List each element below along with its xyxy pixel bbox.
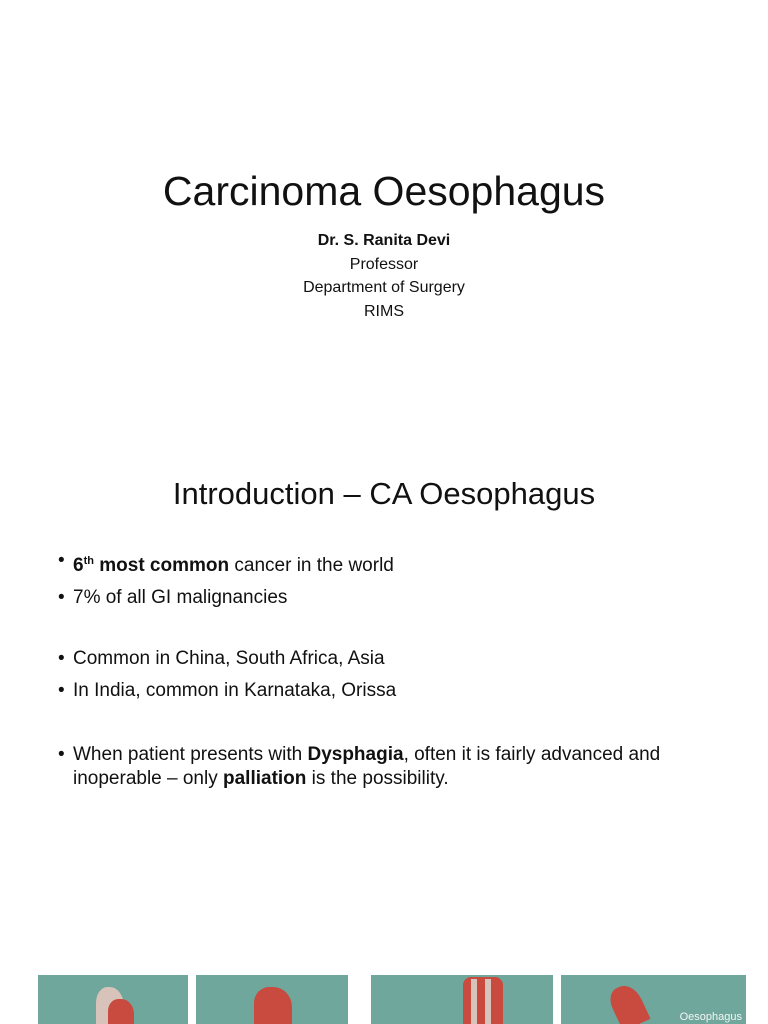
intro-title: Introduction – CA Oesophagus (172, 476, 596, 511)
bullet-item (58, 586, 738, 610)
image-caption: Oesophagus (679, 1011, 742, 1023)
bullet-ordinal: 6 (73, 555, 84, 576)
bullet-emphasis: most common (99, 555, 230, 576)
bullet-text: , often it is fairly advanced and inoperable – only (73, 744, 661, 789)
bullet-item (58, 647, 738, 671)
bullet-marker: • (58, 680, 65, 701)
author-role: Professor (349, 255, 419, 273)
bullet-marker: • (58, 587, 65, 608)
bullet-ordinal-suffix: th (83, 555, 94, 567)
author-name: Dr. S. Ranita Devi (317, 232, 451, 249)
bullet-text: When patient presents with (73, 744, 308, 765)
bullet-text: In India, common in Karnataka, Orissa (73, 680, 397, 701)
bullet-marker: • (58, 648, 65, 669)
bullet-group-1 (58, 549, 738, 610)
specimen-photo (38, 975, 188, 1024)
specimen-photo (561, 975, 746, 1024)
introduction-slide (0, 440, 768, 970)
bullet-group-3 (58, 743, 738, 791)
bullet-group-2 (58, 647, 738, 703)
bullet-emphasis: Dysphagia (307, 744, 404, 765)
bullet-marker: • (58, 744, 65, 765)
bullet-item (58, 549, 738, 578)
bullet-item (58, 679, 738, 703)
bullet-text: cancer in the world (229, 555, 394, 576)
slide-title: Carcinoma Oesophagus (162, 168, 606, 214)
bullet-text: 7% of all GI malignancies (73, 587, 288, 608)
bullet-text: is the possibility. (306, 768, 449, 789)
specimen-photo (196, 975, 348, 1024)
title-slide (0, 0, 768, 400)
author-block (0, 229, 768, 323)
author-institution: RIMS (364, 302, 404, 320)
specimen-image-strip (0, 975, 768, 1024)
specimen-photo (371, 975, 553, 1024)
bullet-text: Common in China, South Africa, Asia (73, 648, 385, 669)
bullet-emphasis: palliation (223, 768, 307, 789)
author-department: Department of Surgery (303, 279, 465, 296)
bullet-marker: • (58, 550, 65, 571)
bullet-item (58, 743, 738, 791)
